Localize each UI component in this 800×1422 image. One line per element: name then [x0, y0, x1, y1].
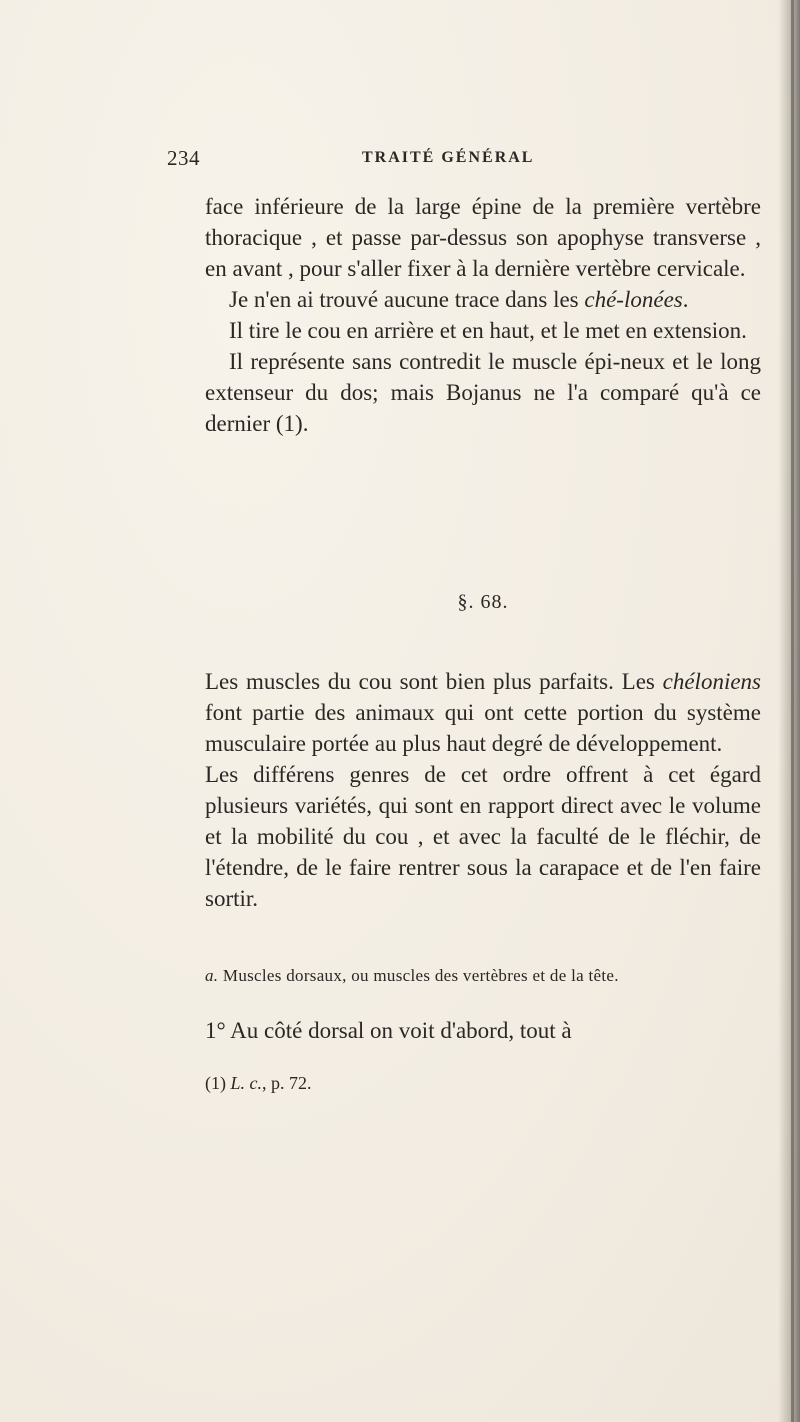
footnote	[205, 1071, 761, 1095]
body-text-block-3: 1° Au côté dorsal on voit d'abord, tout à	[205, 1018, 572, 1043]
paragraph-text: .	[682, 287, 689, 312]
section-heading: §. 68.	[457, 591, 509, 613]
body-text-block-1	[205, 191, 761, 439]
footnote-marker: (1)	[205, 1073, 226, 1093]
page-edge-line	[791, 0, 794, 1422]
italic-term: chéloniens	[662, 669, 761, 694]
footnote-rest: , p. 72.	[262, 1073, 312, 1093]
paragraph	[205, 666, 761, 759]
page-number: 234	[167, 146, 200, 170]
paragraph-text: Je n'en ai trouvé aucune trace dans les	[229, 287, 585, 312]
italic-term: ché-lonées	[584, 287, 683, 312]
paragraph: Il représente sans contredit le muscle épi-neux et le long extenseur du dos; mais Bojanus ne l'a comparé qu'à ce dernier (1).	[205, 349, 761, 436]
paragraph	[205, 284, 761, 315]
body-text-block-2	[205, 666, 761, 914]
paragraph-text: font partie des animaux qui ont cette portion du système musculaire portée au plus haut degré de développement.	[205, 700, 761, 756]
paragraph: Les différens genres de cet ordre offrent à cet égard plusieurs variétés, qui sont en rapport direct avec le volume et la mobilité du cou , et avec la faculté de le fléchir, de l'étendre, de le faire rentrer sous la carapace et de l'en faire sortir.	[205, 762, 761, 911]
paragraph: Il tire le cou en arrière et en haut, et le met en extension.	[229, 318, 747, 343]
paragraph: face inférieure de la large épine de la première vertèbre thoracique , et passe par-dessus son apophyse transverse , en avant , pour s'aller fixer à la dernière vertèbre cervicale.	[205, 194, 761, 281]
footnote-ref: L. c.	[230, 1073, 262, 1093]
paragraph-text: Les muscles du cou sont bien plus parfaits. Les	[205, 669, 663, 694]
subheading-label: a.	[205, 966, 219, 985]
subheading-text: Muscles dorsaux, ou muscles des vertèbres et de la tête.	[222, 966, 619, 985]
subheading	[205, 965, 761, 987]
page-edge-shadow	[778, 0, 800, 1422]
page-header	[167, 146, 767, 176]
running-head: TRAITÉ GÉNÉRAL	[362, 149, 535, 166]
